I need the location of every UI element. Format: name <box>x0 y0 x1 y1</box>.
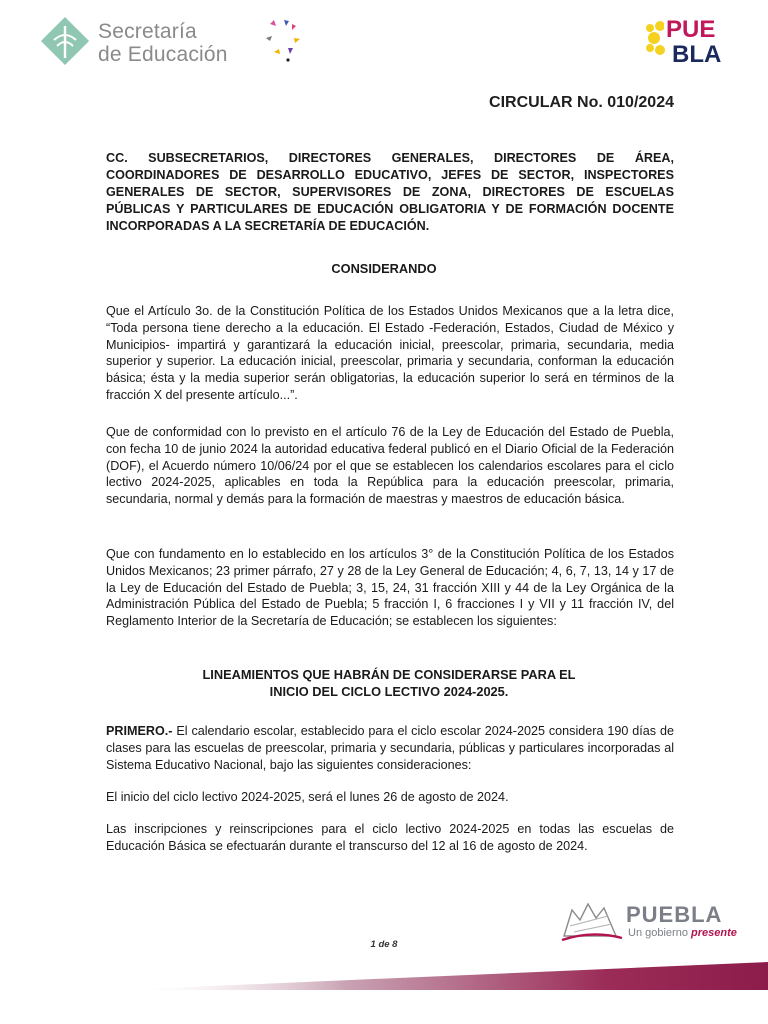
puebla-footer-word: PUEBLA <box>626 902 723 927</box>
slogan-accent: presente <box>691 927 737 939</box>
paragraph-conformidad: Que de conformidad con lo previsto en el artículo 76 de la Ley de Educación del Estado de Puebla, con fecha 10 de junio 2024 la autoridad educativa federal publicó en el Diario Oficial de la Federación (DOF), el Acuerdo número 10/06/24 por el que se establecen los calendarios escolares para el ciclo lectivo 2024-2025, aplicables en toda la República para la educación preescolar, primaria, secundaria, normal y demás para la formación de maestras y maestros de educación básica. <box>106 425 674 507</box>
puebla-footer-logo <box>558 896 748 946</box>
footer-decorative-bar <box>0 958 768 998</box>
circular-number: CIRCULAR No. 010/2024 <box>489 94 674 111</box>
paragraph-fundamento: Que con fundamento en lo establecido en los artículos 3° de la Constitución Política de los Estados Unidos Mexicanos; 23 primer párrafo, 27 y 28 de la Ley General de Educación; 4, 6, 7, 13, 14 y 17 de la Ley de Educación del Estado de Puebla; 3, 15, 24, 31 fracción XIII y 44 de la Ley Orgánica de la Administración Pública del Estado de Puebla; 5 fracción I, 6 fracciones I y VII y 11 fracción IV, del Reglamento Interior de la Secretaría de Educación; se establecen los siguientes: <box>106 547 674 629</box>
addressee-block: CC. SUBSECRETARIOS, DIRECTORES GENERALES, DIRECTORES DE ÁREA, COORDINADORES DE DESARROLLO EDUCATIVO, JEFES DE SECTOR, INSPECTORES GENERALES DE SECTOR, SUPERVISORES DE ZONA, DIRECTORES DE ESCUELAS PÚBLICAS Y PARTICULARES DE EDUCACIÓN OBLIGATORIA Y DE FORMACIÓN DOCENTE INCORPORADAS A LA SECRETARÍA DE EDUCACIÓN. <box>106 151 674 233</box>
primero-text: El calendario escolar, establecido para el ciclo escolar 2024-2025 considera 190 días de clases para las escuelas de preescolar, primaria y secundaria, públicas y particulares incorporadas al Sistema Educativo Nacional, bajo las siguientes consideraciones: <box>106 724 674 772</box>
paragraph-primero <box>106 723 674 773</box>
lineamientos-line1: LINEAMIENTOS QUE HABRÁN DE CONSIDERARSE PARA EL <box>202 667 576 682</box>
paragraph-constitucion: Que el Artículo 3o. de la Constitución Política de los Estados Unidos Mexicanos que a la letra dice, “Toda persona tiene derecho a la educación. El Estado -Federación, Estados, Ciudad de México y Municipios- impartirá y garantizará la educación inicial, preescolar, primaria, secundaria, media superior y superior. La educación inicial, preescolar, primaria y secundaria, conforman la educación básica; ésta y la media superior serán obligatorias, la educación superior lo será en términos de la fracción X del presente artículo...”. <box>106 304 674 402</box>
confetti-decoration-icon <box>258 16 312 68</box>
puebla-logo-icon <box>644 12 724 66</box>
lineamientos-heading <box>0 666 768 700</box>
sep-logo <box>38 14 288 70</box>
lineamientos-line2: INICIO DEL CICLO LECTIVO 2024-2025. <box>269 684 509 699</box>
considerando-heading: CONSIDERANDO <box>331 261 437 276</box>
page-number: 1 de 8 <box>370 939 398 950</box>
puebla-footer-slogan <box>628 927 737 939</box>
sep-emblem-icon <box>38 14 92 68</box>
puebla-cathedral-icon <box>558 896 624 946</box>
sep-name-line1: Secretaría <box>98 20 197 43</box>
puebla-logo-line2: BLA <box>672 41 722 66</box>
paragraph-inscripciones: Las inscripciones y reinscripciones para el ciclo lectivo 2024-2025 en todas las escuelas de Educación Básica se efectuarán durante el transcurso del 12 al 16 de agosto de 2024. <box>106 822 674 853</box>
sep-name-line2: de Educación <box>98 43 228 66</box>
puebla-logo-line1: PUE <box>666 16 716 43</box>
paragraph-inicio-ciclo: El inicio del ciclo lectivo 2024-2025, será el lunes 26 de agosto de 2024. <box>106 790 509 804</box>
primero-label: PRIMERO.- <box>106 724 173 738</box>
slogan-plain: Un gobierno <box>628 927 691 939</box>
